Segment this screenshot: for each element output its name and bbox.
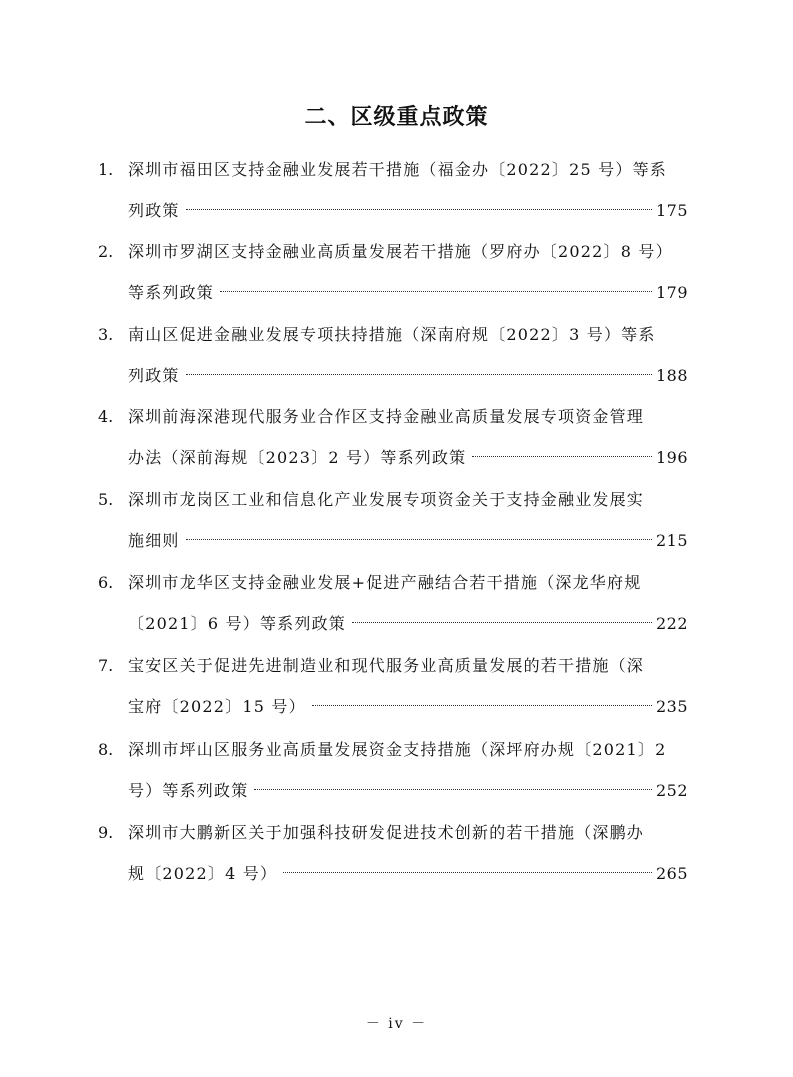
toc-entry[interactable]	[0, 563, 793, 647]
entry-title-line2: 办法（深前海规〔2023〕2 号）等系列政策	[128, 448, 467, 467]
dot-leader	[254, 789, 652, 790]
dot-leader	[352, 622, 652, 623]
entry-title-line1: 深圳市大鹏新区关于加强科技研发促进技术创新的若干措施（深鹏办	[128, 823, 645, 842]
page-number: 188	[655, 366, 688, 385]
entry-title-line1: 南山区促进金融业发展专项扶持措施（深南府规〔2022〕3 号）等系	[128, 325, 656, 344]
page-number: 179	[655, 283, 688, 302]
entry-title-line2: 宝府〔2022〕15 号）	[128, 697, 306, 716]
dot-leader	[186, 539, 652, 540]
toc-entry[interactable]	[0, 315, 793, 399]
entry-title-line1: 深圳前海深港现代服务业合作区支持金融业高质量发展专项资金管理	[128, 407, 645, 426]
entry-number: 7.	[98, 656, 114, 675]
toc-entry[interactable]	[0, 150, 793, 234]
dot-leader	[312, 705, 652, 706]
entry-number: 1.	[98, 160, 114, 179]
page-number: 215	[655, 531, 688, 550]
dot-leader	[283, 872, 652, 873]
dot-leader	[220, 291, 652, 292]
entry-title-line1: 深圳市福田区支持金融业发展若干措施（福金办〔2022〕25 号）等系	[128, 160, 667, 179]
entry-title-line2: 号）等系列政策	[128, 781, 249, 800]
toc-entry[interactable]	[0, 232, 793, 316]
entry-title-line1: 深圳市罗湖区支持金融业高质量发展若干措施（罗府办〔2022〕8 号）	[128, 242, 673, 261]
page-number: 175	[655, 201, 688, 220]
toc-entry[interactable]	[0, 397, 793, 481]
dot-leader	[186, 209, 652, 210]
entry-title-line2: 列政策	[128, 201, 180, 220]
dot-leader	[472, 456, 652, 457]
entry-number: 6.	[98, 573, 114, 592]
dot-leader	[186, 374, 652, 375]
entry-number: 4.	[98, 407, 114, 426]
entry-title-line1: 深圳市龙华区支持金融业发展+促进产融结合若干措施（深龙华府规	[128, 573, 642, 592]
toc-entry[interactable]	[0, 813, 793, 897]
toc-entry[interactable]	[0, 646, 793, 730]
page-number: 252	[655, 781, 688, 800]
section-heading: 二、区级重点政策	[304, 105, 489, 130]
page-footer-number: － iv －	[365, 1016, 428, 1032]
toc-entry[interactable]	[0, 730, 793, 814]
entry-number: 2.	[98, 242, 114, 261]
entry-number: 8.	[98, 740, 114, 759]
entry-title-line2: 施细则	[128, 531, 180, 550]
entry-number: 3.	[98, 325, 114, 344]
entry-title-line1: 深圳市龙岗区工业和信息化产业发展专项资金关于支持金融业发展实	[128, 490, 645, 509]
entry-title-line1: 深圳市坪山区服务业高质量发展资金支持措施（深坪府办规〔2021〕2	[128, 740, 667, 759]
entry-title-line1: 宝安区关于促进先进制造业和现代服务业高质量发展的若干措施（深	[128, 656, 645, 675]
toc-entry[interactable]	[0, 480, 793, 564]
page-number: 222	[655, 614, 688, 633]
entry-title-line2: 〔2021〕6 号）等系列政策	[128, 614, 346, 633]
entry-number: 9.	[98, 823, 114, 842]
entry-title-line2: 规〔2022〕4 号）	[128, 864, 278, 883]
entry-title-line2: 等系列政策	[128, 283, 215, 302]
page-number: 235	[655, 697, 688, 716]
page-number: 265	[655, 864, 688, 883]
page-number: 196	[655, 448, 688, 467]
entry-number: 5.	[98, 490, 114, 509]
entry-title-line2: 列政策	[128, 366, 180, 385]
